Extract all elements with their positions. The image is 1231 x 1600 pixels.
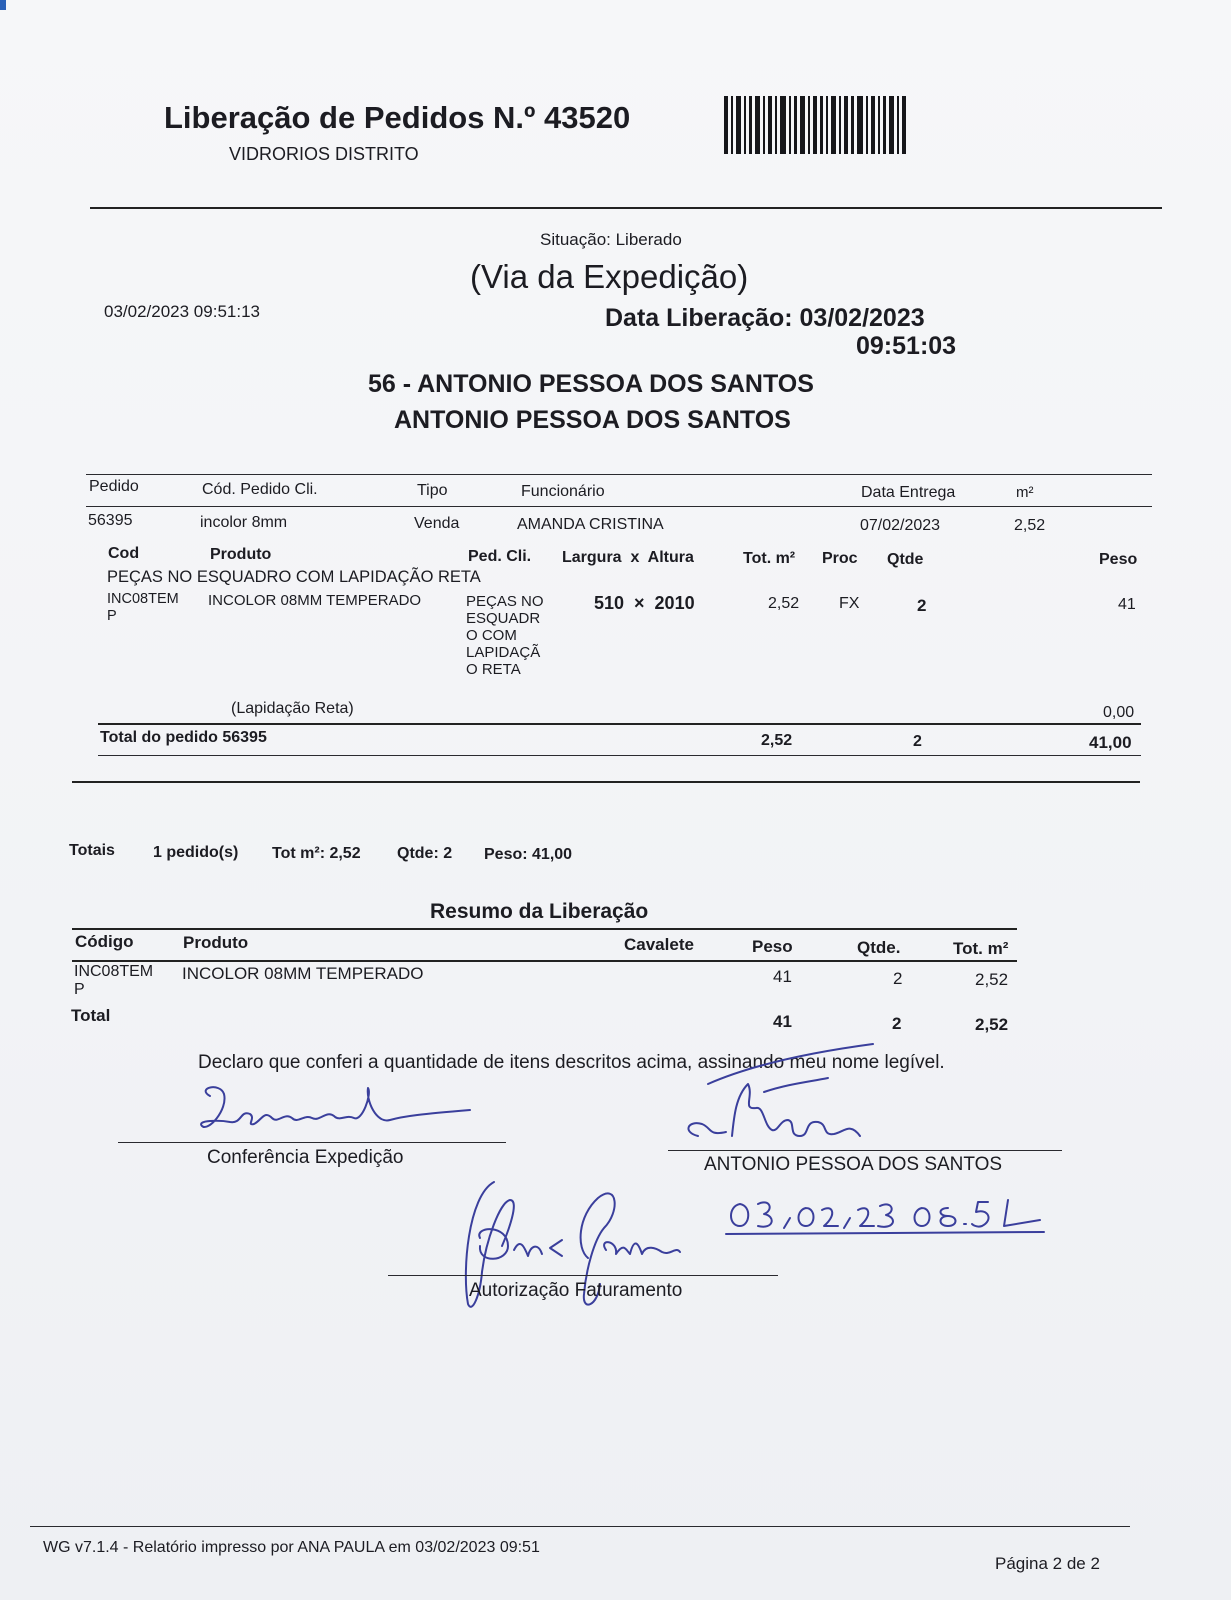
order-total-label: Total do pedido 56395 [100, 729, 267, 746]
col-m2: m² [1016, 484, 1034, 501]
item-col-proc: Proc [822, 550, 858, 567]
corner-mark [0, 0, 6, 10]
order-total-underline [98, 755, 1141, 756]
signature-label-client: ANTONIO PESSOA DOS SANTOS [704, 1154, 1003, 1175]
summary-total-qtde: 2 [892, 1014, 902, 1033]
item-col-tot-m2: Tot. m² [743, 550, 796, 567]
totals-orders: 1 pedido(s) [153, 844, 239, 861]
signature-line-left [118, 1142, 506, 1143]
col-cod-cli: Cód. Pedido Cli. [202, 481, 318, 498]
order-total-divider [98, 723, 1141, 725]
barcode [724, 96, 916, 154]
company-name: VIDRORIOS DISTRITO [229, 144, 419, 164]
signature-client [668, 1040, 938, 1148]
summary-header-divider [72, 960, 1017, 962]
copy-type: (Via da Expedição) [470, 258, 749, 295]
summary-qtde: 2 [893, 969, 903, 988]
summary-col-qtde: Qtde. [857, 938, 901, 957]
item-col-produto: Produto [210, 546, 272, 563]
summary-weight: 41 [773, 967, 792, 986]
order-total-m2: 2,52 [761, 732, 793, 749]
status-label: Situação: Liberado [540, 230, 682, 249]
order-section-end [72, 781, 1140, 783]
col-data-entrega: Data Entrega [861, 484, 956, 501]
lapidacao-label: (Lapidação Reta) [231, 700, 354, 717]
header-divider [90, 207, 1162, 209]
signature-label-faturamento: Autorização Faturamento [469, 1280, 683, 1301]
totals-label: Totais [69, 842, 115, 859]
order-table-top [86, 474, 1152, 475]
signature-leonardo [190, 1080, 480, 1146]
summary-total-m2: 2,52 [975, 1015, 1009, 1034]
summary-total-weight: 41 [773, 1012, 792, 1031]
summary-product: INCOLOR 08MM TEMPERADO [182, 964, 424, 983]
order-type: Venda [414, 515, 460, 532]
totals-qtde: Qtde: 2 [397, 845, 453, 862]
col-tipo: Tipo [417, 482, 448, 499]
handwritten-date [726, 1196, 1058, 1236]
order-m2: 2,52 [1014, 517, 1046, 534]
employee-name: AMANDA CRISTINA [517, 516, 664, 533]
summary-title: Resumo da Liberação [430, 900, 649, 923]
document-title: Liberação de Pedidos N.º 43520 [164, 100, 631, 135]
totals-weight: Peso: 41,00 [484, 846, 573, 863]
footer-print-info: WG v7.1.4 - Relatório impresso por ANA PAULA em 03/02/2023 09:51 [43, 1539, 540, 1556]
item-code: INC08TEM P [107, 591, 179, 624]
item-col-cod: Cod [108, 545, 140, 562]
summary-code: INC08TEM P [74, 963, 154, 998]
item-dimensions: 510 × 2010 [594, 593, 695, 613]
lapidacao-value: 0,00 [1103, 704, 1135, 721]
release-time: 09:51:03 [856, 332, 957, 360]
item-col-dimensions: Largura x Altura [562, 549, 694, 566]
col-pedido: Pedido [89, 478, 139, 495]
print-timestamp: 03/02/2023 09:51:13 [104, 302, 260, 321]
totals-m2: Tot m²: 2,52 [272, 845, 361, 862]
order-total-qtde: 2 [913, 733, 922, 750]
signature-line-bottom [388, 1275, 778, 1276]
footer-divider [30, 1526, 1130, 1527]
client-order-code: incolor 8mm [200, 514, 288, 531]
page-number: Página 2 de 2 [995, 1554, 1100, 1573]
summary-top [72, 928, 1017, 930]
item-tot-m2: 2,52 [768, 595, 800, 612]
item-product: INCOLOR 08MM TEMPERADO [208, 592, 422, 609]
summary-total-label: Total [71, 1006, 111, 1025]
col-funcionario: Funcionário [521, 483, 605, 500]
summary-col-codigo: Código [75, 932, 134, 951]
item-col-peso: Peso [1099, 551, 1138, 568]
item-group-label: PEÇAS NO ESQUADRO COM LAPIDAÇÃO RETA [107, 568, 481, 586]
delivery-date: 07/02/2023 [860, 517, 941, 534]
declaration-text: Declaro que conferi a quantidade de itens descritos acima, assinando meu nome legível. [198, 1052, 945, 1073]
client-name: 56 - ANTONIO PESSOA DOS SANTOS [368, 370, 814, 398]
release-date: Data Liberação: 03/02/2023 [605, 304, 925, 332]
order-header-divider [86, 506, 1152, 507]
client-legal-name: ANTONIO PESSOA DOS SANTOS [394, 406, 791, 434]
item-col-qtde: Qtde [887, 551, 924, 568]
item-weight: 41 [1118, 596, 1136, 613]
signature-label-expedicao: Conferência Expedição [207, 1147, 404, 1168]
summary-col-cavalete: Cavalete [624, 935, 694, 954]
order-number: 56395 [88, 512, 133, 529]
summary-col-peso: Peso [752, 937, 793, 956]
summary-col-produto: Produto [183, 933, 249, 952]
item-proc: FX [839, 595, 860, 612]
item-col-ped-cli: Ped. Cli. [468, 548, 532, 565]
summary-col-tot-m2: Tot. m² [953, 939, 1009, 958]
summary-m2: 2,52 [975, 970, 1009, 989]
item-client-ref: PEÇAS NO ESQUADR O COM LAPIDAÇÃ O RETA [466, 593, 544, 678]
signature-line-right [668, 1150, 1062, 1151]
item-qtde: 2 [917, 596, 927, 615]
order-total-weight: 41,00 [1089, 733, 1132, 752]
